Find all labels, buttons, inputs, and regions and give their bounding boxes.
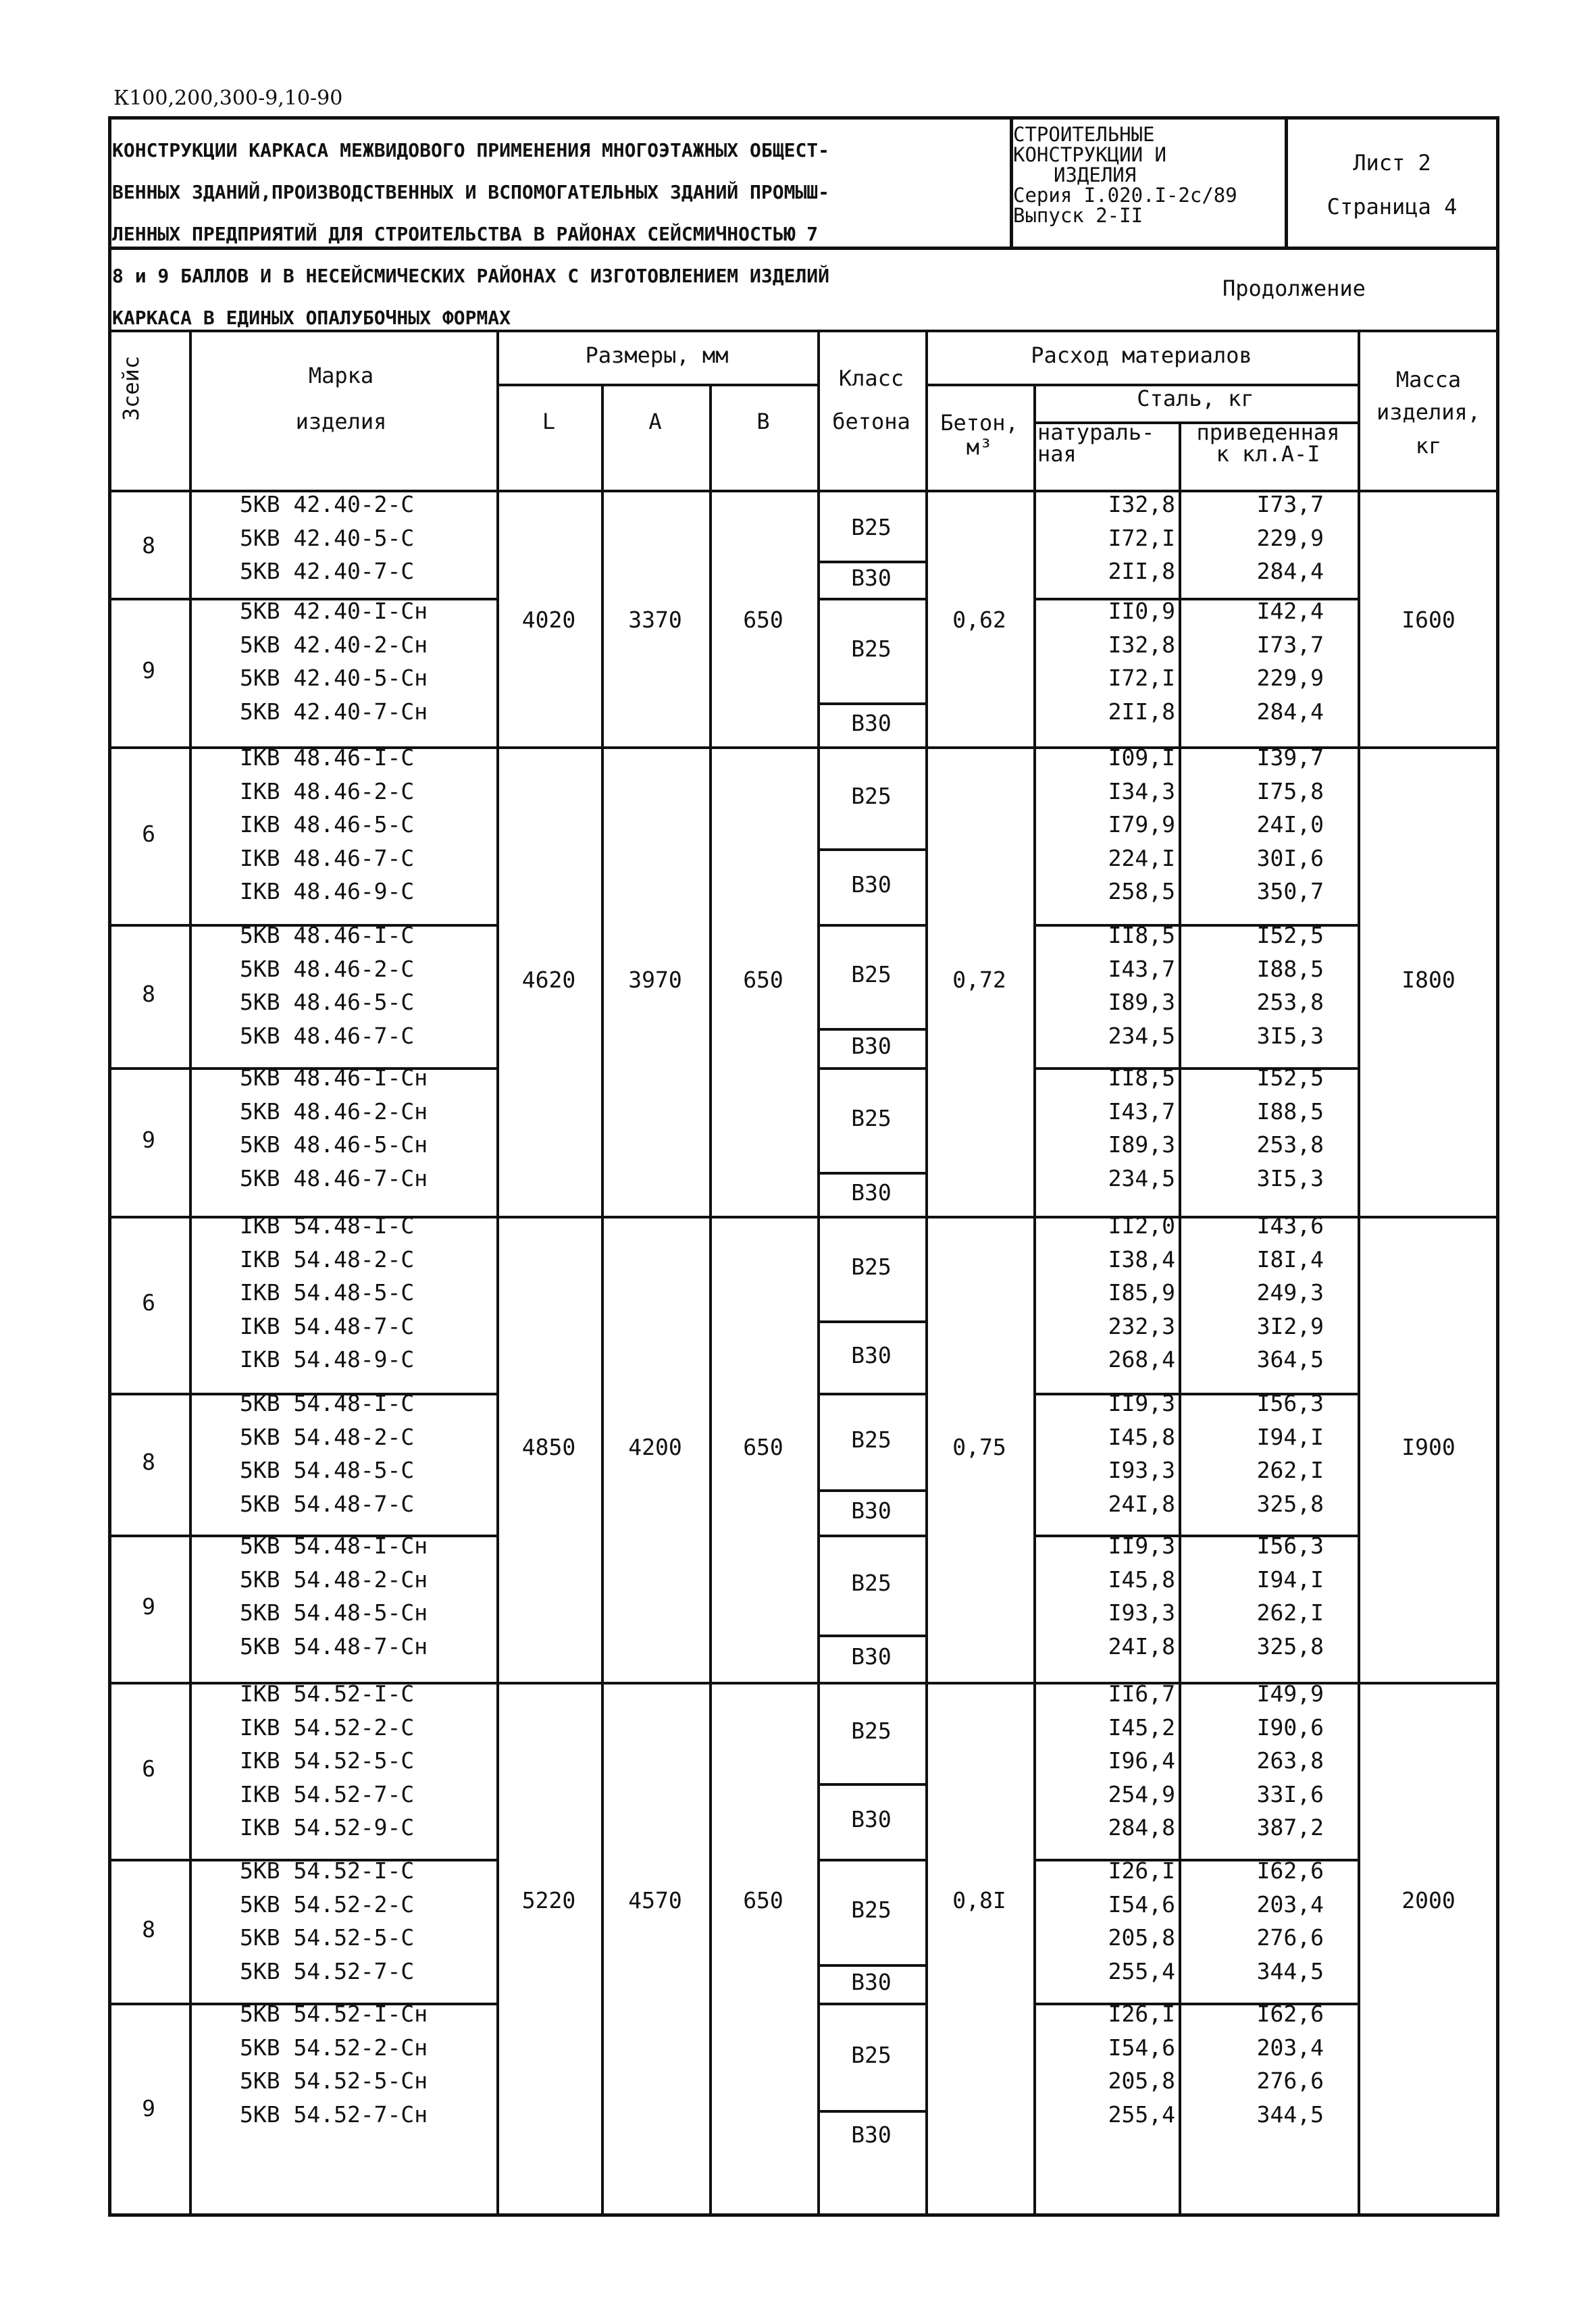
sheet-divider — [1285, 116, 1288, 247]
concrete-header-1: Бетон, — [940, 410, 1019, 436]
product-mark: 5КВ 54.52-7-Сн — [240, 2101, 428, 2128]
steel-natural: II8,5 — [1108, 922, 1175, 948]
product-mark: IКВ 54.48-2-С — [240, 1245, 415, 1272]
steel-reduced: 364,5 — [1256, 1346, 1324, 1372]
steel-reduced: I75,8 — [1256, 777, 1324, 804]
steel-natural: I89,3 — [1108, 1131, 1175, 1158]
product-mark: 5КВ 54.48-7-С — [240, 1490, 415, 1517]
product-mark: IКВ 54.52-9-С — [240, 1814, 415, 1841]
dim-b: 650 — [743, 1434, 783, 1460]
steel-natural: I96,4 — [1108, 1747, 1175, 1774]
steel-natural: I32,8 — [1108, 631, 1175, 658]
class-split-line — [817, 848, 925, 851]
seismic-value: 8 — [142, 532, 155, 559]
steel-natural: 255,4 — [1108, 2101, 1175, 2128]
series-line: ИЗДЕЛИЯ — [1054, 163, 1137, 186]
group-line — [1358, 1682, 1499, 1685]
title-line: ЛЕННЫХ ПРЕДПРИЯТИЙ ДЛЯ СТРОИТЕЛЬСТВА В РАЙОНАХ СЕЙСМИЧНОСТЬЮ 7 — [112, 223, 819, 245]
dim-a: 3970 — [628, 966, 682, 993]
steel-natural: I72,I — [1108, 524, 1175, 551]
page-number: Страница 4 — [1327, 194, 1458, 220]
product-mark: 5КВ 54.52-I-С — [240, 1857, 415, 1884]
steel-reduced: 253,8 — [1256, 989, 1324, 1015]
steel-reduced: 262,I — [1256, 1457, 1324, 1483]
steel-reduced: I73,7 — [1256, 631, 1324, 658]
concrete-volume: 0,62 — [952, 607, 1006, 633]
product-mass: I800 — [1401, 966, 1456, 993]
steel-natural: 255,4 — [1108, 1957, 1175, 1984]
steel-reduced: 203,4 — [1256, 1891, 1324, 1918]
document-code: К100,200,300-9,10-90 — [113, 86, 343, 110]
steel-reduced: 284,4 — [1256, 698, 1324, 725]
concrete-class: B30 — [851, 2122, 892, 2148]
group-line — [1358, 746, 1499, 749]
steel-natural: I54,6 — [1108, 2034, 1175, 2061]
dim-l: 5220 — [521, 1887, 576, 1913]
class-split-line — [817, 1172, 925, 1175]
steel-reduced: 262,I — [1256, 1599, 1324, 1626]
mass-header-1: Масса — [1395, 367, 1462, 392]
class-split-line — [817, 1320, 925, 1323]
steel-reduced: 249,3 — [1256, 1279, 1324, 1306]
steel-reduced: 203,4 — [1256, 2034, 1324, 2061]
product-mark: 5КВ 42.40-5-С — [240, 524, 415, 551]
seismic-value: 9 — [142, 657, 155, 684]
group-line — [496, 1216, 817, 1218]
concrete-class: B25 — [851, 1104, 892, 1131]
product-mark: 5КВ 54.52-5-С — [240, 1924, 415, 1951]
product-mark: IКВ 54.48-5-С — [240, 1279, 415, 1306]
seismic-value: 6 — [142, 1289, 155, 1316]
table-top-line — [108, 330, 1499, 332]
steel-reduced: 344,5 — [1256, 2101, 1324, 2128]
steel-reduced: 3I2,9 — [1256, 1312, 1324, 1339]
sizes-sub-line — [496, 384, 817, 386]
steel-reduced: 33I,6 — [1256, 1780, 1324, 1807]
series-line: Выпуск 2-II — [1013, 204, 1143, 227]
steel-reduced: I43,6 — [1256, 1212, 1324, 1239]
product-mark: 5КВ 54.52-7-С — [240, 1957, 415, 1984]
group-line — [496, 746, 817, 749]
class-block-line — [817, 2003, 925, 2005]
col-b-header: B — [756, 409, 770, 434]
series-line: Серия I.020.I-2с/89 — [1013, 184, 1237, 207]
steel-natural: 24I,8 — [1108, 1632, 1175, 1660]
steel-natural: 258,5 — [1108, 878, 1175, 904]
col-l-header: L — [542, 409, 556, 434]
steel-reduced: 344,5 — [1256, 1957, 1324, 1984]
group-line — [925, 1216, 1033, 1218]
grid-line — [601, 384, 604, 2217]
concrete-class: B30 — [851, 564, 892, 591]
steel-reduced: 276,6 — [1256, 1924, 1324, 1951]
product-mark: IКВ 54.48-I-С — [240, 1212, 415, 1239]
steel-reduced: 325,8 — [1256, 1632, 1324, 1660]
concrete-class: B30 — [851, 1179, 892, 1206]
title-line: КАРКАСА В ЕДИНЫХ ОПАЛУБОЧНЫХ ФОРМАХ — [112, 307, 511, 329]
series-line: КОНСТРУКЦИИ И — [1013, 143, 1166, 166]
product-mark: 5КВ 42.40-2-Сн — [240, 631, 428, 658]
steel-natural: 284,8 — [1108, 1814, 1175, 1841]
steel-natural: II2,0 — [1108, 1212, 1175, 1239]
product-mass: I600 — [1401, 607, 1456, 633]
steel-natural: 2II,8 — [1108, 698, 1175, 725]
concrete-class: B25 — [851, 1718, 892, 1744]
product-mark: 5КВ 54.48-I-Сн — [240, 1533, 428, 1559]
group-line — [925, 1682, 1033, 1685]
steel-reduced: I56,3 — [1256, 1390, 1324, 1416]
steel-reduced: I49,9 — [1256, 1680, 1324, 1707]
steel-reduced: I90,6 — [1256, 1714, 1324, 1741]
concrete-class: B30 — [851, 1643, 892, 1670]
product-mark: IКВ 54.52-5-С — [240, 1747, 415, 1774]
product-mark: 5КВ 42.40-7-Сн — [240, 698, 428, 725]
sheet-number: Лист 2 — [1353, 150, 1431, 176]
steel-natural: II8,5 — [1108, 1064, 1175, 1091]
dim-a: 3370 — [628, 607, 682, 633]
steel-natural: 234,5 — [1108, 1164, 1175, 1191]
concrete-class: B25 — [851, 513, 892, 540]
steel-reduced: 253,8 — [1256, 1131, 1324, 1158]
sizes-header: Размеры, мм — [585, 342, 729, 368]
title-line: ВЕННЫХ ЗДАНИЙ,ПРОИЗВОДСТВЕННЫХ И ВСПОМОГАТЕЛЬНЫХ ЗДАНИЙ ПРОМЫШ- — [112, 181, 830, 203]
natural-header-1: натураль- — [1037, 419, 1155, 445]
steel-natural: I85,9 — [1108, 1279, 1175, 1306]
class-block-line — [817, 1682, 925, 1685]
steel-natural: I54,6 — [1108, 1891, 1175, 1918]
steel-reduced: 30I,6 — [1256, 844, 1324, 871]
steel-reduced: I94,I — [1256, 1566, 1324, 1593]
dim-l: 4020 — [521, 607, 576, 633]
concrete-class: B25 — [851, 1426, 892, 1453]
product-mark: 5КВ 48.46-I-С — [240, 922, 415, 948]
steel-reduced: I39,7 — [1256, 744, 1324, 771]
steel-reduced: I62,6 — [1256, 2001, 1324, 2027]
steel-natural: I45,8 — [1108, 1566, 1175, 1593]
product-mark: 5КВ 54.52-2-С — [240, 1891, 415, 1918]
steel-reduced: 350,7 — [1256, 878, 1324, 904]
concrete-class: B30 — [851, 1033, 892, 1059]
grid-line — [1179, 421, 1181, 2217]
steel-reduced: 3I5,3 — [1256, 1164, 1324, 1191]
natural-header-2: ная — [1037, 441, 1077, 467]
class-header-2: бетона — [832, 409, 910, 434]
steel-natural: 24I,8 — [1108, 1490, 1175, 1517]
concrete-header-2: м³ — [966, 434, 993, 460]
reduced-header-2: к кл.А-I — [1216, 441, 1320, 467]
product-mark: 5КВ 54.52-5-Сн — [240, 2067, 428, 2094]
class-block-line — [817, 598, 925, 600]
seismic-header: Зсейс — [118, 355, 144, 421]
seismic-value: 8 — [142, 1916, 155, 1943]
product-mark: IКВ 54.48-9-С — [240, 1346, 415, 1372]
product-mark: IКВ 54.52-7-С — [240, 1780, 415, 1807]
seismic-value: 8 — [142, 1449, 155, 1475]
steel-natural: 232,3 — [1108, 1312, 1175, 1339]
class-block-line — [817, 924, 925, 927]
concrete-class: B25 — [851, 1570, 892, 1596]
dim-b: 650 — [743, 1887, 783, 1913]
concrete-class: B25 — [851, 635, 892, 662]
class-split-line — [817, 561, 925, 563]
concrete-volume: 0,8I — [952, 1887, 1006, 1913]
product-mark: 5КВ 42.40-7-С — [240, 558, 415, 584]
steel-reduced: I88,5 — [1256, 955, 1324, 982]
steel-reduced: 263,8 — [1256, 1747, 1324, 1774]
seismic-value: 6 — [142, 1755, 155, 1782]
class-split-line — [817, 1964, 925, 1967]
product-mark: 5КВ 54.48-7-Сн — [240, 1632, 428, 1660]
product-mark: IКВ 54.48-7-С — [240, 1312, 415, 1339]
steel-natural: I93,3 — [1108, 1599, 1175, 1626]
steel-header: Сталь, кг — [1137, 386, 1254, 411]
product-mark: 5КВ 54.48-2-С — [240, 1423, 415, 1450]
steel-natural: II0,9 — [1108, 598, 1175, 624]
dim-a: 4200 — [628, 1434, 682, 1460]
class-split-line — [817, 2110, 925, 2113]
mark-header-2: изделия — [295, 409, 387, 434]
steel-natural: 2II,8 — [1108, 558, 1175, 584]
seismic-value: 6 — [142, 820, 155, 847]
class-split-line — [817, 1028, 925, 1031]
mass-header-2: изделия, — [1376, 399, 1481, 425]
steel-natural: I93,3 — [1108, 1457, 1175, 1483]
class-split-line — [817, 1489, 925, 1492]
product-mass: I900 — [1401, 1434, 1456, 1460]
title-line: 8 и 9 БАЛЛОВ И В НЕСЕЙСМИЧЕСКИХ РАЙОНАХ С ИЗГОТОВЛЕНИЕМ ИЗДЕЛИЙ — [112, 265, 830, 287]
steel-natural: I43,7 — [1108, 1098, 1175, 1125]
class-split-line — [817, 1635, 925, 1637]
class-block-line — [817, 1859, 925, 1861]
product-mark: 5КВ 42.40-5-Сн — [240, 665, 428, 691]
group-line — [1358, 1216, 1499, 1218]
steel-natural: II9,3 — [1108, 1390, 1175, 1416]
seismic-value: 9 — [142, 1127, 155, 1153]
product-mark: IКВ 54.52-2-С — [240, 1714, 415, 1741]
product-mark: IКВ 48.46-7-С — [240, 844, 415, 871]
concrete-volume: 0,75 — [952, 1434, 1006, 1460]
product-mark: 5КВ 54.52-2-Сн — [240, 2034, 428, 2061]
steel-reduced: 387,2 — [1256, 1814, 1324, 1841]
steel-natural: I34,3 — [1108, 777, 1175, 804]
product-mark: IКВ 48.46-I-С — [240, 744, 415, 771]
steel-natural: I26,I — [1108, 2001, 1175, 2027]
dim-l: 4620 — [521, 966, 576, 993]
product-mark: 5КВ 48.46-7-С — [240, 1022, 415, 1049]
product-mark: 5КВ 54.48-I-С — [240, 1390, 415, 1416]
steel-natural: 268,4 — [1108, 1346, 1175, 1372]
class-block-line — [817, 746, 925, 749]
steel-reduced: 3I5,3 — [1256, 1022, 1324, 1049]
materials-header: Расход материалов — [1031, 342, 1252, 368]
steel-natural: I26,I — [1108, 1857, 1175, 1884]
steel-natural: I45,8 — [1108, 1423, 1175, 1450]
steel-reduced: I42,4 — [1256, 598, 1324, 624]
class-block-line — [817, 1393, 925, 1395]
steel-reduced: I56,3 — [1256, 1533, 1324, 1559]
dim-a: 4570 — [628, 1887, 682, 1913]
steel-natural: II9,3 — [1108, 1533, 1175, 1559]
product-mark: 5КВ 54.52-I-Сн — [240, 2001, 428, 2027]
concrete-class: B30 — [851, 1341, 892, 1368]
class-split-line — [817, 702, 925, 705]
mass-header-3: кг — [1415, 433, 1442, 459]
continuation-label: Продолжение — [1222, 276, 1366, 301]
concrete-class: B25 — [851, 1253, 892, 1280]
steel-natural: I38,4 — [1108, 1245, 1175, 1272]
class-block-line — [817, 1067, 925, 1070]
product-mark: 5КВ 54.48-2-Сн — [240, 1566, 428, 1593]
group-line — [925, 746, 1033, 749]
product-mark: 5КВ 48.46-5-Сн — [240, 1131, 428, 1158]
steel-reduced: 229,9 — [1256, 524, 1324, 551]
grid-line — [1033, 384, 1036, 2217]
steel-reduced: I73,7 — [1256, 491, 1324, 517]
seismic-value: 9 — [142, 2094, 155, 2122]
steel-natural: II6,7 — [1108, 1680, 1175, 1707]
steel-natural: I72,I — [1108, 665, 1175, 691]
class-block-line — [817, 1216, 925, 1218]
product-mass: 2000 — [1401, 1887, 1456, 1913]
steel-natural: I09,I — [1108, 744, 1175, 771]
steel-reduced: I52,5 — [1256, 922, 1324, 948]
reduced-header-1: приведенная — [1196, 419, 1340, 445]
series-line: СТРОИТЕЛЬНЫЕ — [1013, 123, 1155, 146]
steel-natural: 224,I — [1108, 844, 1175, 871]
steel-reduced: I8I,4 — [1256, 1245, 1324, 1272]
product-mark: 5КВ 48.46-2-Сн — [240, 1098, 428, 1125]
dim-b: 650 — [743, 966, 783, 993]
dim-b: 650 — [743, 607, 783, 633]
product-mark: 5КВ 48.46-7-Сн — [240, 1164, 428, 1191]
class-split-line — [817, 1783, 925, 1786]
concrete-class: B30 — [851, 709, 892, 736]
product-mark: 5КВ 42.40-2-С — [240, 491, 415, 517]
col-a-header: A — [648, 409, 662, 434]
product-mark: IКВ 48.46-5-С — [240, 811, 415, 838]
steel-natural: 205,8 — [1108, 2067, 1175, 2094]
concrete-class: B30 — [851, 871, 892, 898]
product-mark: 5КВ 42.40-I-Сн — [240, 598, 428, 624]
concrete-class: B25 — [851, 961, 892, 987]
concrete-class: B25 — [851, 2041, 892, 2068]
product-mark: 5КВ 48.46-I-Сн — [240, 1064, 428, 1091]
product-mark: 5КВ 54.48-5-С — [240, 1457, 415, 1483]
concrete-class: B25 — [851, 782, 892, 809]
product-mark: 5КВ 48.46-2-С — [240, 955, 415, 982]
concrete-class: B30 — [851, 1968, 892, 1995]
steel-reduced: I52,5 — [1256, 1064, 1324, 1091]
grid-line — [189, 330, 192, 2217]
concrete-volume: 0,72 — [952, 966, 1006, 993]
concrete-class: B30 — [851, 1497, 892, 1524]
steel-natural: I32,8 — [1108, 491, 1175, 517]
product-mark: IКВ 48.46-9-С — [240, 878, 415, 904]
dim-l: 4850 — [521, 1434, 576, 1460]
steel-reduced: 24I,0 — [1256, 811, 1324, 838]
seismic-value: 8 — [142, 981, 155, 1007]
steel-reduced: 276,6 — [1256, 2067, 1324, 2094]
product-mark: 5КВ 54.48-5-Сн — [240, 1599, 428, 1626]
steel-reduced: 229,9 — [1256, 665, 1324, 691]
steel-reduced: 325,8 — [1256, 1490, 1324, 1517]
mark-header-1: Марка — [308, 363, 374, 388]
steel-reduced: 284,4 — [1256, 558, 1324, 584]
steel-natural: I43,7 — [1108, 955, 1175, 982]
steel-natural: I45,2 — [1108, 1714, 1175, 1741]
product-mark: 5КВ 48.46-5-С — [240, 989, 415, 1015]
group-line — [496, 1682, 817, 1685]
concrete-class: B30 — [851, 1806, 892, 1832]
grid-line — [709, 384, 712, 2217]
class-block-line — [817, 1535, 925, 1537]
product-mark: IКВ 54.52-I-С — [240, 1680, 415, 1707]
title-text — [112, 119, 1112, 349]
steel-natural: I79,9 — [1108, 811, 1175, 838]
steel-natural: 254,9 — [1108, 1780, 1175, 1807]
seismic-value: 9 — [142, 1593, 155, 1620]
steel-reduced: I88,5 — [1256, 1098, 1324, 1125]
steel-reduced: I94,I — [1256, 1423, 1324, 1450]
steel-natural: I89,3 — [1108, 989, 1175, 1015]
class-header-1: Класс — [838, 365, 904, 391]
concrete-class: B25 — [851, 1897, 892, 1923]
steel-reduced: I62,6 — [1256, 1857, 1324, 1884]
steel-natural: 234,5 — [1108, 1022, 1175, 1049]
steel-natural: 205,8 — [1108, 1924, 1175, 1951]
title-line: КОНСТРУКЦИИ КАРКАСА МЕЖВИДОВОГО ПРИМЕНЕНИЯ МНОГОЭТАЖНЫХ ОБЩЕСТ- — [112, 139, 830, 161]
product-mark: IКВ 48.46-2-С — [240, 777, 415, 804]
